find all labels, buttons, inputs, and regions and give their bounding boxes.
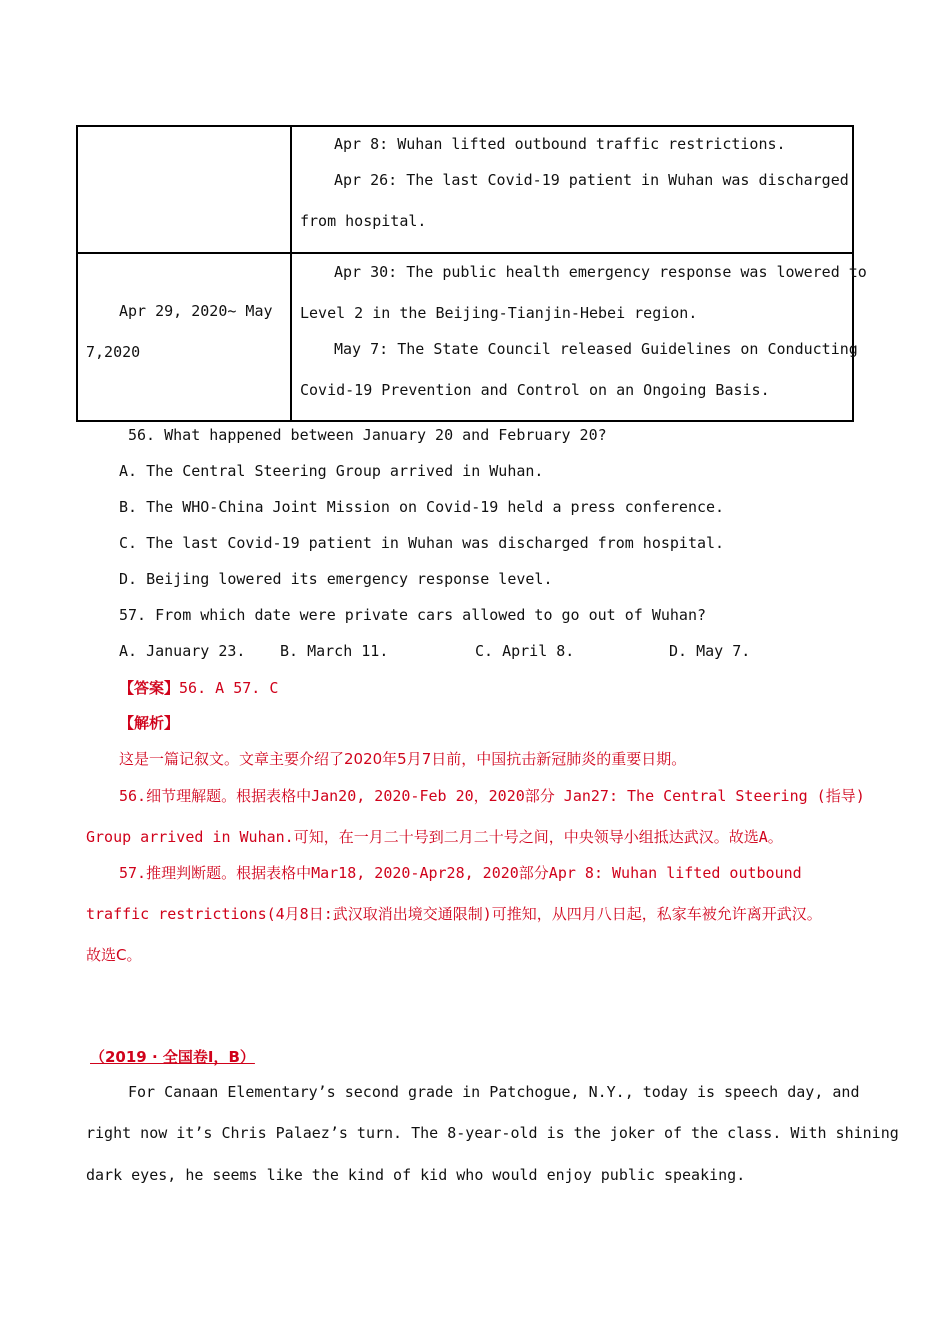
question-56-option-a: A. The Central Steering Group arrived in Wuhan.: [119, 462, 544, 480]
passage-source: （2019 · 全国卷I，B）: [90, 1048, 255, 1066]
table-col-divider: [290, 125, 292, 421]
question-56-option-c: C. The last Covid-19 patient in Wuhan was discharged from hospital.: [119, 534, 725, 552]
analysis-q57-line2: traffic restrictions(4月8日:武汉取消出境交通限制)可推知，从四月八日起，私家车被允许离开武汉。: [86, 905, 822, 923]
question-56: 56. What happened between January 20 and February 20?: [128, 426, 607, 444]
table-row-divider: [76, 252, 854, 254]
passage-line-3: dark eyes, he seems like the kind of kid who would enjoy public speaking.: [86, 1166, 746, 1184]
question-56-option-b: B. The WHO-China Joint Mission on Covid-19 held a press conference.: [119, 498, 725, 516]
analysis-summary: 这是一篇记叙文。文章主要介绍了2020年5月7日前，中国抗击新冠肺炎的重要日期。: [119, 750, 687, 768]
question-57: 57. From which date were private cars allowed to go out of Wuhan?: [119, 606, 706, 624]
table-row1-event-2: Apr 26: The last Covid-19 patient in Wuhan was discharged: [334, 171, 849, 189]
question-56-option-d: D. Beijing lowered its emergency response level.: [119, 570, 553, 588]
table-row1-event-1: Apr 8: Wuhan lifted outbound traffic restrictions.: [334, 135, 786, 153]
table-top-border: [76, 125, 854, 127]
analysis-q56-line2: Group arrived in Wuhan.可知，在一月二十号到二月二十号之间，中央领导小组抵达武汉。故选A。: [86, 828, 783, 846]
analysis-q57-line1: 57.推理判断题。根据表格中Mar18, 2020-Apr28, 2020部分Apr 8: Wuhan lifted outbound: [119, 864, 802, 882]
answer-text: 56. A 57. C: [179, 679, 279, 697]
table-left-border: [76, 125, 78, 421]
answer-label: 【答案】: [119, 679, 180, 697]
table-row2-event-1: Apr 30: The public health emergency response was lowered to: [334, 263, 867, 281]
question-57-option-d: D. May 7.: [669, 642, 751, 660]
question-57-option-c: C. April 8.: [475, 642, 575, 660]
table-row2-event-2-cont: Covid-19 Prevention and Control on an Ongoing Basis.: [300, 381, 770, 399]
question-57-option-a: A. January 23.: [119, 642, 246, 660]
passage-line-2: right now it’s Chris Palaez’s turn. The 8-year-old is the joker of the class. With shining: [86, 1124, 899, 1142]
table-row2-date-2: 7,2020: [86, 343, 141, 361]
analysis-label: 【解析】: [119, 714, 180, 732]
table-row2-event-2: May 7: The State Council released Guidelines on Conducting: [334, 340, 858, 358]
analysis-q56-line1: 56.细节理解题。根据表格中Jan20, 2020-Feb 20，2020部分 Jan27: The Central Steering (指导): [119, 787, 865, 805]
question-57-option-b: B. March 11.: [280, 642, 389, 660]
analysis-q57-line3: 故选C。: [86, 946, 142, 964]
table-row2-event-1-cont: Level 2 in the Beijing-Tianjin-Hebei region.: [300, 304, 698, 322]
table-row2-date-1: Apr 29, 2020~ May: [119, 302, 273, 320]
table-bottom-border: [76, 420, 854, 422]
table-row1-event-2-cont: from hospital.: [300, 212, 427, 230]
passage-line-1: For Canaan Elementary’s second grade in Patchogue, N.Y., today is speech day, and: [128, 1083, 860, 1101]
answer-line: [119, 677, 278, 698]
